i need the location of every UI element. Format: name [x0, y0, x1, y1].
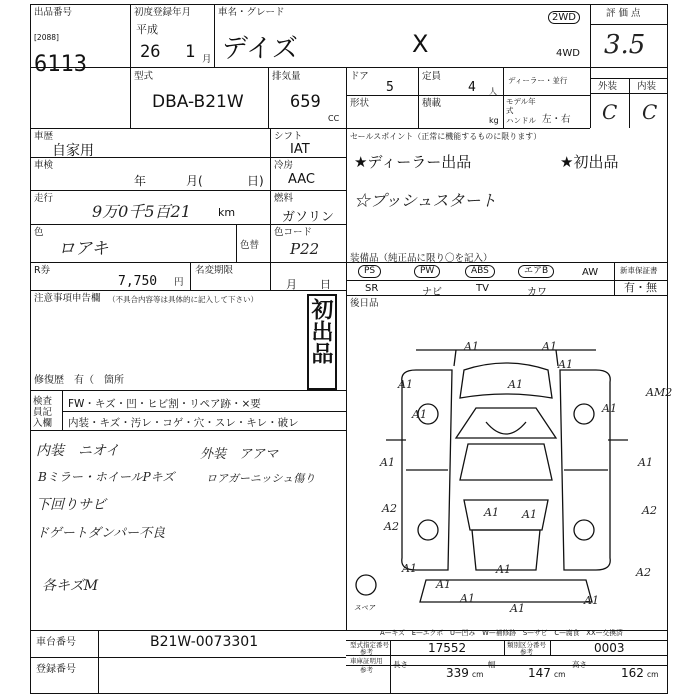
drive-2wd: 2WD — [548, 11, 580, 24]
damage-mark: A1 — [508, 378, 523, 391]
rule — [590, 93, 668, 94]
reg-month: 1 — [185, 42, 196, 62]
handle-val: 左・右 — [542, 114, 571, 125]
sales-point-1: ★ディーラー出品 — [354, 153, 472, 171]
mileage: 9万0千5百21 — [92, 202, 191, 221]
equip-abs: ABS — [465, 265, 495, 278]
notes-sub: （不具合内容等は具体的に記入して下さい） — [108, 295, 258, 304]
lot-number: 6113 — [34, 52, 87, 77]
warranty: 有・無 — [624, 281, 657, 294]
later-items-label: 後日品 — [350, 298, 379, 309]
rule — [30, 390, 346, 391]
dealer-label: ディーラー・並行 — [508, 76, 568, 85]
int-grade: C — [642, 100, 658, 124]
damage-mark: A1 — [496, 563, 511, 576]
damage-mark: A2 — [636, 566, 651, 579]
grade: X — [412, 30, 429, 58]
warranty-label: 新車保証書 — [620, 266, 658, 275]
int-label: 内装 — [637, 81, 657, 92]
mileage-label: 走行 — [34, 193, 54, 204]
rule — [550, 640, 551, 655]
rule — [30, 657, 346, 658]
equip-tv: TV — [476, 283, 489, 294]
equip-airbag: エアB — [518, 265, 554, 278]
equip-pw: PW — [414, 265, 440, 278]
damage-mark: A2 — [642, 504, 657, 517]
rule — [346, 95, 590, 96]
month-unit: 月 — [202, 54, 212, 65]
era: 平成 — [136, 23, 158, 36]
rule — [130, 4, 131, 128]
name-change-label: 名変期限 — [195, 265, 234, 276]
recycle-label: R券 — [34, 265, 51, 276]
shaken-month: 月( — [186, 174, 203, 188]
rule — [346, 655, 668, 656]
rule — [62, 390, 63, 430]
inspect-row-2: 内装・キズ・汚レ・コゲ・穴・スレ・キレ・破レ — [68, 417, 299, 429]
hand-note-3: 下回りサビ — [36, 497, 106, 513]
hand-note-7: ロアガーニッシュ傷り — [206, 472, 316, 485]
hand-note-4: ドゲートダンパー不良 — [36, 526, 165, 541]
equip-aw: AW — [582, 267, 599, 278]
rule — [590, 24, 668, 25]
damage-mark: A1 — [402, 562, 417, 575]
hand-note-2: Bミラー・ホイールPキズ — [38, 470, 175, 484]
model-year-label: モデル年式 — [506, 97, 536, 115]
equip-ps: PS — [358, 265, 381, 278]
damage-mark: A2 — [382, 502, 397, 515]
chassis-label: 車台番号 — [36, 637, 76, 648]
rule — [418, 67, 419, 128]
rule — [270, 157, 346, 158]
car-name: デイズ — [222, 34, 298, 64]
lot-small: [2088] — [34, 33, 59, 42]
ac: AAC — [288, 172, 315, 187]
ref-label: 参考 — [360, 648, 373, 656]
damage-mark: A1 — [380, 456, 395, 469]
damage-mark: A1 — [542, 340, 557, 353]
reg-year: 26 — [140, 42, 161, 62]
color-change-label: 色替 — [240, 240, 260, 251]
sales-point-2: ★初出品 — [560, 153, 619, 171]
hei-unit: cm — [647, 670, 659, 679]
damage-mark: A1 — [484, 506, 499, 519]
name-label: 車名・グレード — [218, 7, 285, 18]
hei-label: 高さ — [572, 660, 587, 669]
model-label: 型式 — [134, 71, 154, 82]
equipment-label: 装備品（純正品に限り〇を記入） — [350, 253, 493, 264]
damage-mark: A2 — [384, 520, 399, 533]
rule — [346, 280, 668, 281]
wid-label: 幅 — [488, 660, 496, 669]
model: DBA-B21W — [152, 92, 244, 112]
name-change-day: 日 — [320, 278, 331, 291]
cc-unit: CC — [328, 114, 340, 123]
damage-mark: A1 — [638, 456, 653, 469]
spare-label: スペア — [354, 604, 375, 612]
type-cert: 17552 — [428, 641, 467, 655]
damage-mark: A1 — [510, 602, 525, 615]
cc: 659 — [290, 92, 321, 112]
rule — [346, 295, 668, 296]
len-label: 長さ — [393, 660, 408, 669]
rule — [214, 4, 215, 68]
shaken-label: 車検 — [34, 160, 54, 171]
ext-label: 外装 — [598, 81, 618, 92]
stamp-text: 初出品 — [308, 298, 333, 364]
rule — [30, 430, 346, 431]
load-label: 積載 — [422, 98, 442, 109]
rule — [390, 640, 391, 694]
damage-mark: A1 — [602, 402, 617, 415]
damage-mark: A1 — [464, 340, 479, 353]
rule — [270, 128, 271, 290]
name-change-month: 月 — [286, 278, 297, 291]
damage-mark: A1 — [558, 358, 573, 371]
rule — [30, 630, 668, 631]
color-code-label: 色コード — [274, 227, 313, 238]
notes-label: 注意事項申告欄 — [34, 293, 101, 304]
inspect-row-1: FW・キズ・凹・ヒビ割・リペア跡・×要 — [68, 398, 261, 410]
shift: IAT — [290, 142, 310, 157]
rule — [30, 262, 668, 263]
recycle: 7,750 — [118, 274, 158, 289]
rule — [346, 67, 347, 128]
rule — [30, 67, 668, 68]
load-unit: kg — [489, 116, 499, 125]
width: 147 — [528, 666, 551, 680]
cap-label: 定員 — [422, 71, 442, 82]
fuel-label: 燃料 — [274, 193, 294, 204]
cc-label: 排気量 — [272, 71, 301, 82]
shift-label: シフト — [274, 131, 303, 142]
shaken-year: 年 — [134, 174, 147, 188]
damage-mark: A1 — [460, 592, 475, 605]
sales-point-3: ☆プッシュスタート — [354, 191, 497, 210]
rule — [503, 67, 504, 128]
length: 339 — [446, 666, 469, 680]
rule — [30, 128, 130, 129]
chassis: B21W-0073301 — [150, 634, 259, 650]
hand-note-5: 各キズM — [42, 578, 99, 594]
rule — [614, 262, 615, 295]
class-label: 類別区分番号 — [507, 641, 546, 649]
capacity: 4 — [468, 80, 476, 95]
damage-mark: AM2 — [646, 386, 673, 399]
rule — [62, 411, 346, 412]
car-damage-diagram — [346, 330, 673, 630]
reg-label: 初度登録年月 — [134, 7, 192, 18]
rule — [346, 128, 347, 290]
door-label: ドア — [350, 71, 369, 82]
score: 3.5 — [604, 30, 646, 60]
damage-mark: A1 — [436, 578, 451, 591]
color: ロアキ — [58, 239, 109, 259]
color-code: P22 — [290, 240, 320, 258]
hand-note-6: 外装 アアマ — [200, 447, 279, 462]
damage-mark: A1 — [522, 508, 537, 521]
ext-grade: C — [602, 100, 618, 124]
rule — [98, 630, 99, 694]
drive-4wd: 4WD — [556, 48, 580, 59]
reg-no-label: 登録番号 — [36, 664, 76, 675]
rule — [504, 640, 505, 655]
fuel: ガソリン — [282, 210, 335, 225]
damage-mark: A1 — [412, 408, 427, 421]
damage-mark: A1 — [398, 378, 413, 391]
history-value: 自家用 — [52, 143, 94, 159]
ref-label-2: 参考 — [520, 648, 533, 656]
color-label: 色 — [34, 227, 44, 238]
type-cert-label: 型式指定番号 — [350, 641, 389, 649]
inspect-label: 検査員記入欄 — [33, 396, 53, 429]
rule — [190, 262, 191, 290]
doors: 5 — [386, 80, 394, 95]
damage-mark: A1 — [584, 594, 599, 607]
equip-sr: SR — [365, 283, 379, 294]
rule — [30, 290, 346, 291]
equip-navi: ナビ — [422, 287, 442, 298]
height: 162 — [621, 666, 644, 680]
rule — [629, 78, 630, 128]
shaken-day: 日) — [247, 174, 264, 188]
first-listing-stamp — [307, 294, 337, 390]
history-label: 車歴 — [34, 131, 54, 142]
ac-label: 冷房 — [274, 160, 294, 171]
damage-legend: A—キズ E—エクボ U—凹み W—補修跡 S—サビ C—腐食 XX—交換済 — [380, 629, 623, 637]
lot-label: 出品番号 — [34, 7, 73, 18]
handle-label: ハンドル — [506, 116, 536, 125]
ref-label-3: 参考 — [360, 666, 373, 674]
rule — [130, 128, 590, 129]
repair-history: 修復歴 有（ 箇所 — [34, 375, 124, 386]
hand-note-1: 内装 ニオイ — [36, 443, 120, 459]
rule — [268, 67, 269, 128]
wid-unit: cm — [554, 670, 566, 679]
recycle-unit: 円 — [174, 277, 184, 288]
rule — [30, 190, 346, 191]
cert-label: 車庫証明用 — [350, 657, 383, 665]
score-label: 評価点 — [606, 8, 644, 19]
rule — [236, 224, 237, 262]
shape-label: 形状 — [350, 98, 370, 109]
class-no: 0003 — [594, 641, 625, 655]
equip-leather: カワ — [527, 287, 547, 298]
cap-unit: 人 — [489, 87, 497, 96]
rule — [590, 4, 591, 128]
sales-label: セールスポイント（正常に機能するものに限ります） — [350, 132, 542, 141]
mileage-unit: km — [218, 206, 236, 219]
len-unit: cm — [472, 670, 484, 679]
